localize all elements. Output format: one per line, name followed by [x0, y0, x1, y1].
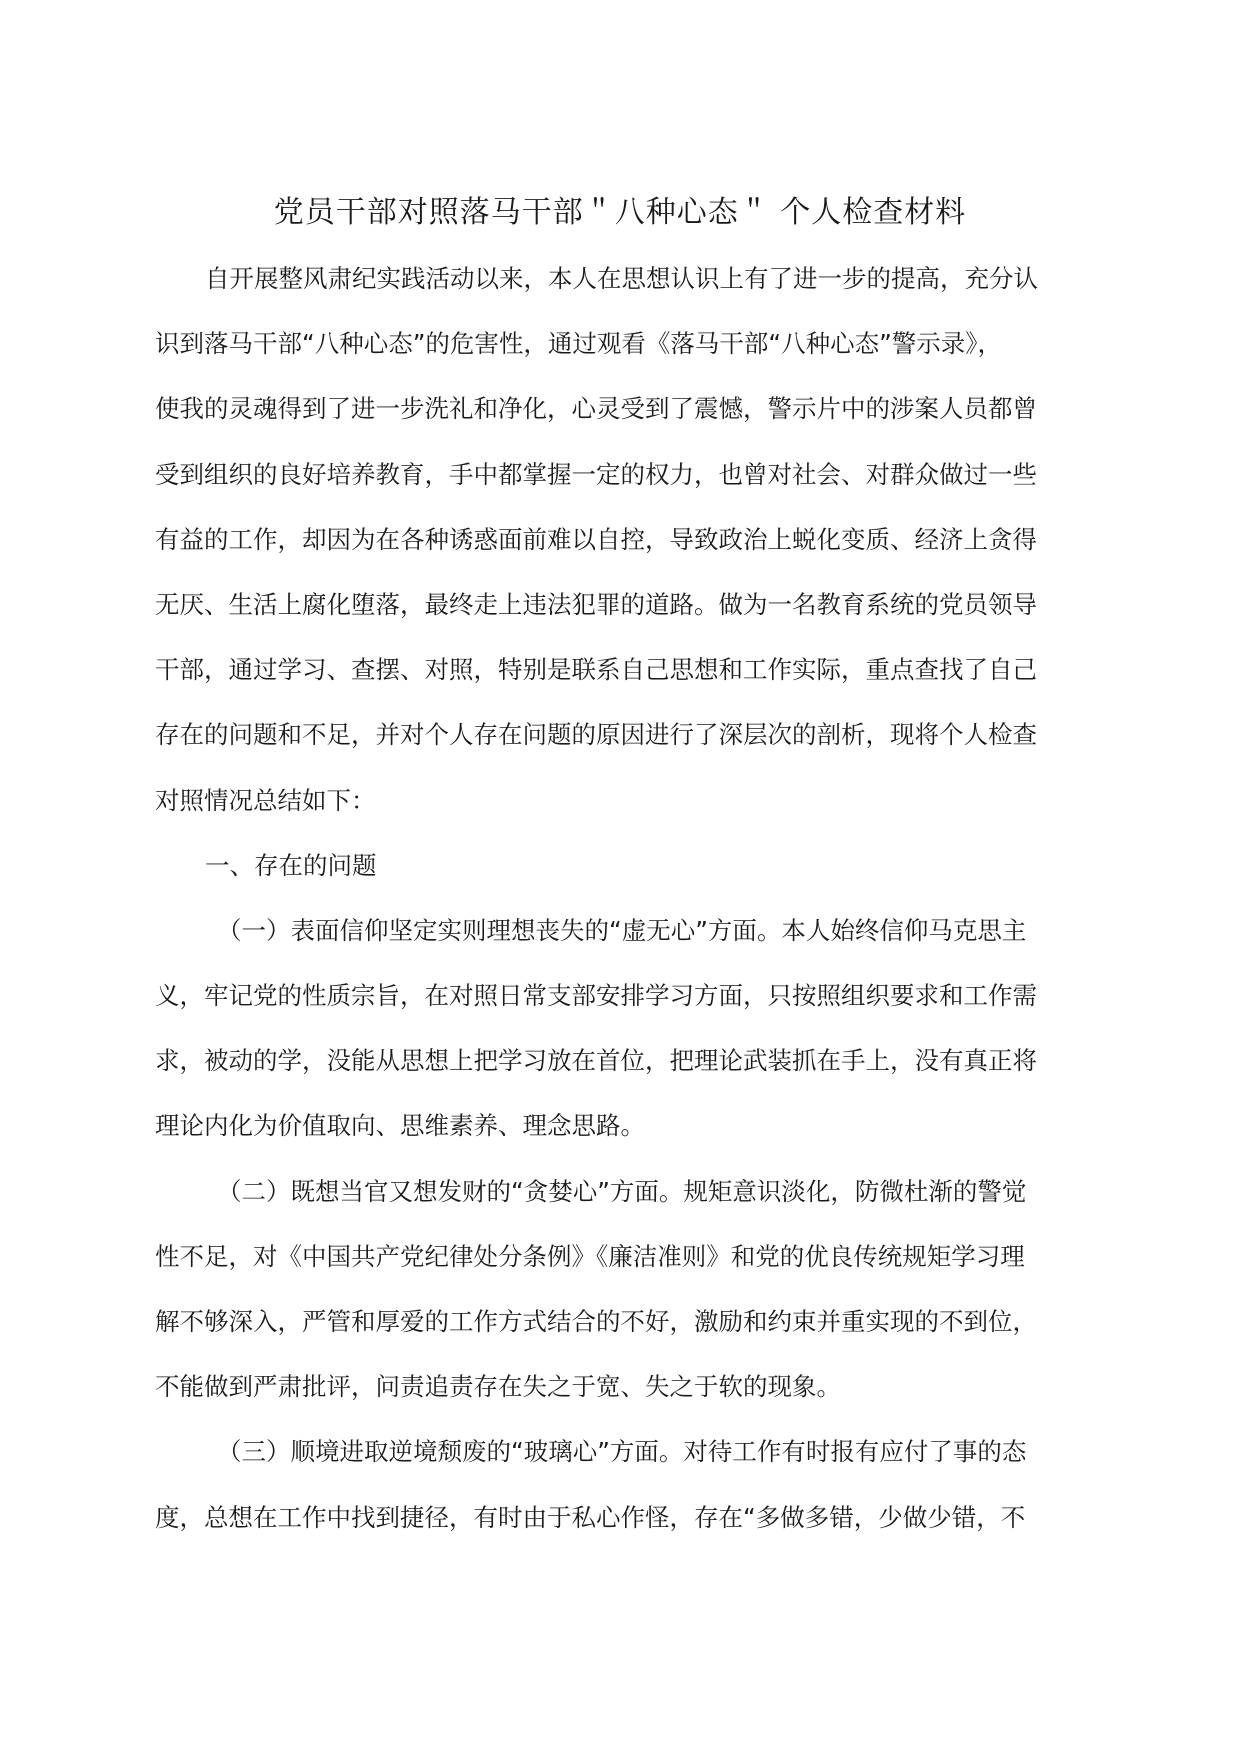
body-line-13: 求，被动的学，没能从思想上把学习放在首位，把理论武装抓在手上，没有真正将: [155, 1046, 1037, 1076]
document-title: 党员干部对照落马干部＂八种心态＂ 个人检查材料: [273, 195, 967, 230]
body-line-8: 存在的问题和不足，并对个人存在问题的原因进行了深层次的剖析，现将个人检查: [155, 720, 1037, 750]
body-line-2: 识到落马干部“八种心态”的危害性，通过观看《落马干部“八种心态”警示录》，: [155, 329, 1003, 359]
body-line-18: 不能做到严肃批评，问责追责存在失之于宽、失之于软的现象。: [155, 1372, 841, 1402]
document-body: [155, 261, 1065, 1565]
body-line-4: 受到组织的良好培养教育，手中都掌握一定的权力，也曾对社会、对群众做过一些: [155, 459, 1037, 489]
body-line-7: 干部，通过学习、查摆、对照，特别是联系自己思想和工作实际，重点查找了自己: [155, 655, 1037, 685]
body-line-6: 无厌、生活上腐化堕落，最终走上违法犯罪的道路。做为一名教育系统的党员领导: [155, 589, 1037, 619]
body-line-3: 使我的灵魂得到了进一步洗礼和净化，心灵受到了震憾，警示片中的涉案人员都曾: [155, 394, 1037, 424]
body-line-9: 对照情况总结如下：: [155, 785, 376, 815]
body-line-17: 解不够深入，严管和厚爱的工作方式结合的不好，激励和约束并重实现的不到位，: [155, 1307, 1037, 1336]
section-heading-1: 一、存在的问题: [205, 850, 377, 880]
body-line-5: 有益的工作，却因为在各种诱惑面前难以自控，导致政治上蜕化变质、经济上贪得: [155, 524, 1037, 554]
body-line-1: 自开展整风肃纪实践活动以来，本人在思想认识上有了进一步的提高，充分认: [205, 264, 1038, 293]
body-line-12: 义，牢记党的性质宗旨，在对照日常支部安排学习方面，只按照组织要求和工作需: [155, 981, 1037, 1011]
body-line-15: （二）既想当官又想发财的“贪婪心”方面。规矩意识淡化，防微杜渐的警觉: [217, 1176, 1027, 1206]
body-line-20: 度，总想在工作中找到捷径，有时由于私心作怪，存在“多做多错，少做少错，不: [155, 1502, 1026, 1532]
body-line-19: （三）顺境进取逆境颓废的“玻璃心”方面。对待工作有时报有应付了事的态: [217, 1437, 1027, 1467]
body-line-16: 性不足，对《中国共产党纪律处分条例》《廉洁准则》和党的优良传统规矩学习理: [155, 1241, 1025, 1271]
body-line-11: （一）表面信仰坚定实则理想丧失的“虚无心”方面。本人始终信仰马克思主: [217, 915, 1027, 945]
body-line-14: 理论内化为价值取向、思维素养、理念思路。: [155, 1111, 645, 1141]
